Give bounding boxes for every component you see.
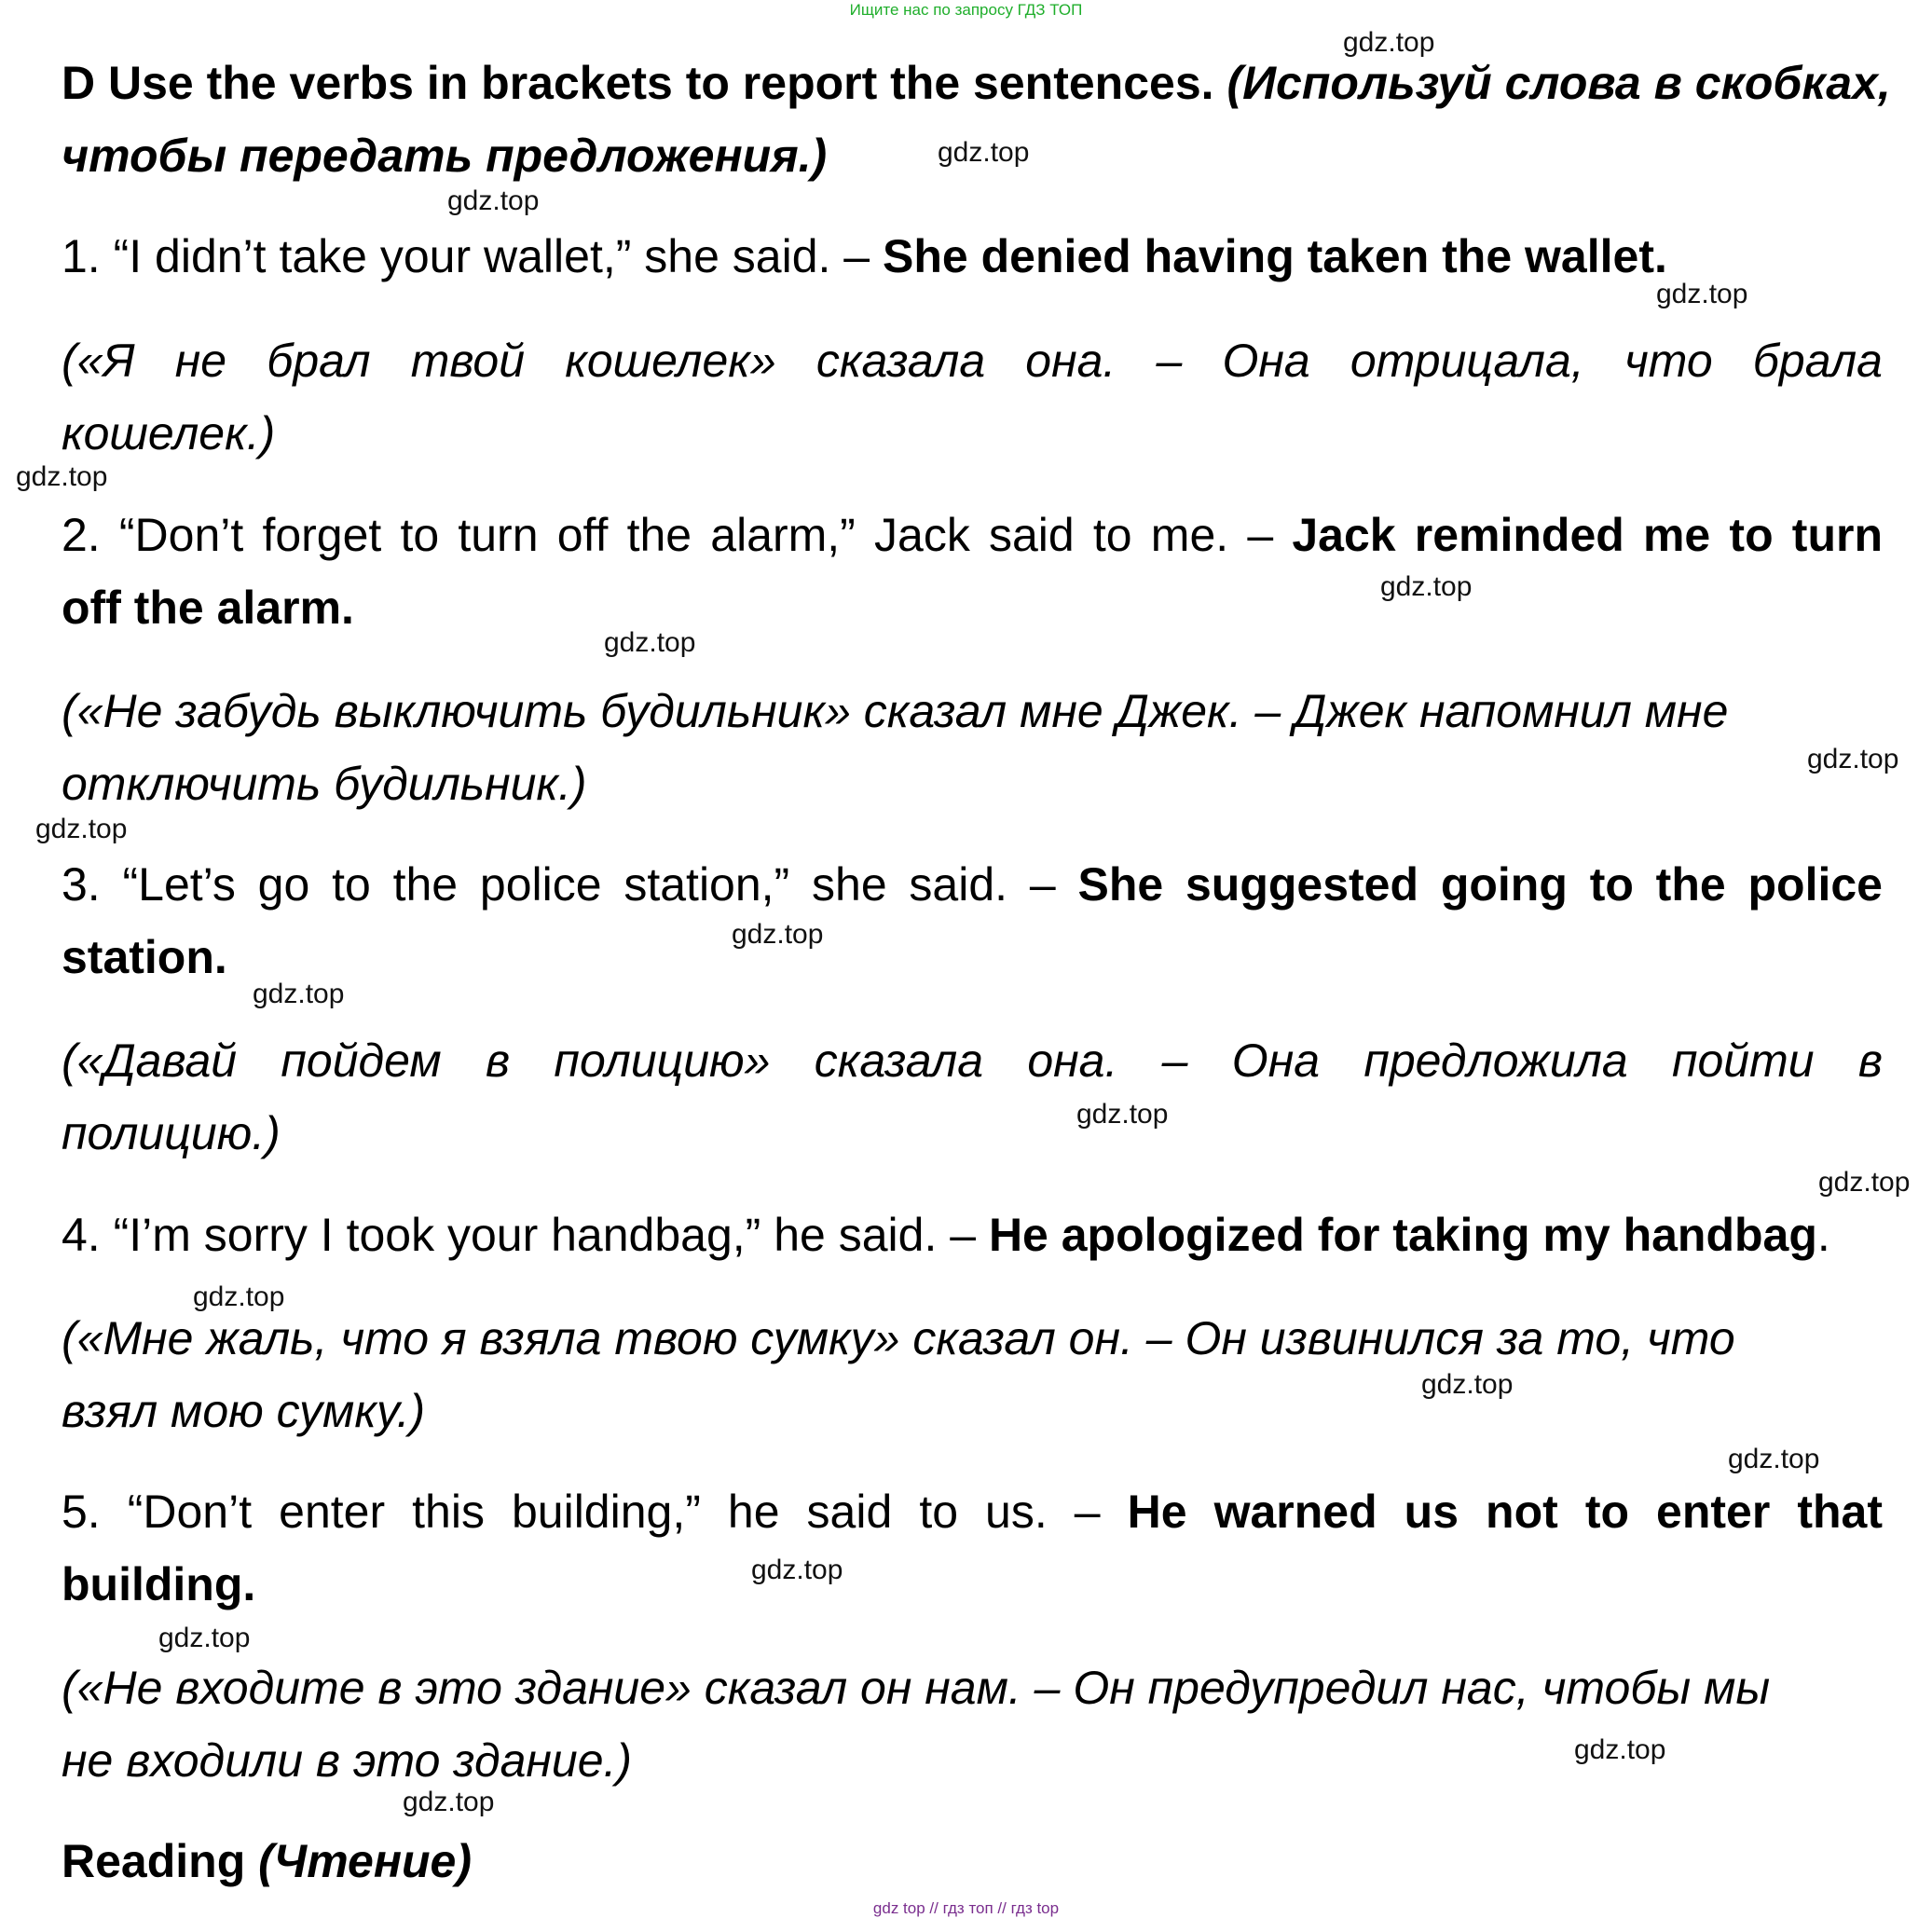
item-2-translation-continued: отключить будильник.) — [62, 758, 587, 810]
item-1-translation: («Я не брал твой кошелек» сказала она. – Она отрицала, что брала — [62, 335, 1883, 387]
item-1-line — [62, 226, 1883, 287]
watermark: gdz.top — [1574, 1734, 1666, 1765]
watermark: gdz.top — [1380, 571, 1473, 602]
section-title: Reading — [62, 1835, 246, 1887]
item-2-answer-continued: off the alarm. — [62, 582, 354, 634]
task-title-ru-continued: чтобы передать предложения.) — [62, 130, 828, 182]
watermark: gdz.top — [1807, 744, 1899, 774]
item-3-translation: («Давай пойдем в полицию» сказала она. – Она предложила пойти в — [62, 1034, 1883, 1087]
item-3-prompt: 3. “Let’s go to the police station,” she said. – — [62, 858, 1056, 911]
item-2-translation: («Не забудь выключить будильник» сказал мне Джек. – Джек напомнил мне — [62, 685, 1729, 737]
item-2-prompt: 2. “Don’t forget to turn off the alarm,” Jack said to me. – — [62, 509, 1274, 561]
watermark: gdz.top — [1076, 1099, 1169, 1130]
item-4-translation: («Мне жаль, что я взяла твою сумку» сказал он. – Он извинился за то, что — [62, 1312, 1735, 1364]
task-title-ru: (Используй слова в скобках, — [1226, 57, 1891, 109]
item-2-answer: Jack reminded me to turn — [1292, 509, 1883, 561]
item-4-line — [62, 1204, 1883, 1266]
section-title-ru: (Чтение) — [258, 1835, 473, 1887]
item-3-line — [62, 854, 1883, 915]
item-2-line — [62, 504, 1883, 566]
watermark: gdz.top — [1421, 1369, 1514, 1400]
item-5-prompt: 5. “Don’t enter this building,” he said to us. – — [62, 1486, 1101, 1538]
item-5-translation-continued: не входили в это здание.) — [62, 1734, 633, 1787]
item-5-line — [62, 1481, 1883, 1542]
item-3-answer-continued: station. — [62, 931, 227, 983]
watermark: gdz.top — [35, 814, 128, 844]
item-3-answer: She suggested going to the police — [1077, 858, 1883, 911]
watermark: gdz.top — [193, 1281, 285, 1312]
watermark: gdz.top — [1656, 279, 1748, 309]
search-banner: Ищите нас по запросу ГДЗ ТОП — [849, 1, 1083, 19]
item-4-translation-continued: взял мою сумку.) — [62, 1385, 426, 1437]
section-heading — [62, 1830, 1883, 1892]
item-3-translation-continued: полицию.) — [62, 1107, 281, 1159]
watermark: gdz.top — [1728, 1444, 1820, 1474]
watermark: gdz.top — [732, 919, 824, 950]
watermark: gdz.top — [751, 1555, 843, 1585]
watermark: gdz.top — [253, 979, 345, 1009]
watermark: gdz.top — [158, 1623, 251, 1653]
watermark: gdz.top — [16, 461, 108, 492]
watermark: gdz.top — [604, 627, 696, 658]
item-5-answer-continued: building. — [62, 1558, 256, 1610]
watermark: gdz.top — [1818, 1167, 1911, 1198]
watermark: gdz.top — [403, 1787, 495, 1817]
watermark: gdz.top — [447, 185, 540, 216]
task-title-line-1 — [62, 52, 1891, 114]
watermark: gdz.top — [1343, 27, 1435, 58]
item-4-prompt: 4. “I’m sorry I took your handbag,” he said. – — [62, 1209, 977, 1261]
item-4-answer: He apologized for taking my handbag — [988, 1209, 1817, 1261]
item-1-translation-continued: кошелек.) — [62, 407, 276, 459]
item-1-answer: She denied having taken the wallet. — [883, 230, 1667, 282]
task-title: D Use the verbs in brackets to report the sentences. — [62, 57, 1214, 109]
item-5-answer: He warned us not to enter that — [1127, 1486, 1883, 1538]
item-1-prompt: 1. “I didn’t take your wallet,” she said. – — [62, 230, 870, 282]
footer-banner: gdz top // гдз топ // гдз top — [872, 1899, 1060, 1917]
watermark: gdz.top — [938, 137, 1030, 168]
item-5-translation: («Не входите в это здание» сказал он нам. – Он предупредил нас, чтобы мы — [62, 1662, 1771, 1714]
item-4-answer-period: . — [1816, 1209, 1830, 1261]
